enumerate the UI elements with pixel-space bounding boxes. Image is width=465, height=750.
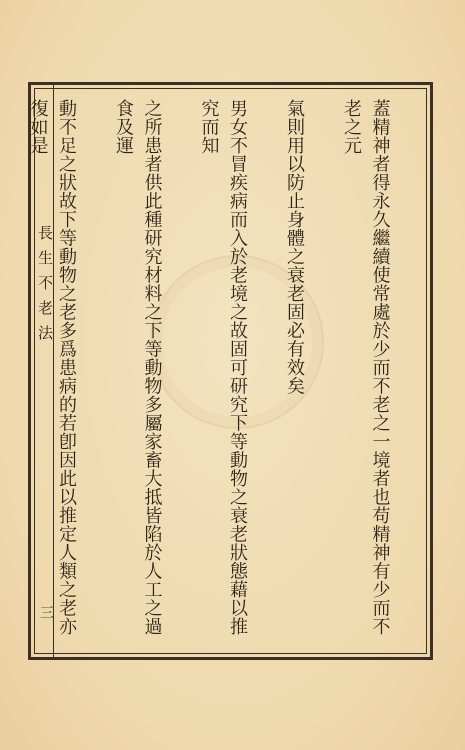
running-title: 長生不老法 xyxy=(36,225,54,350)
page-frame xyxy=(28,82,433,660)
text-column: 男女不冒疾病而入於老境之故固可研究下等動物之衰老狀態藉以推究而知 xyxy=(198,99,248,636)
page-number: 三 xyxy=(38,605,54,619)
text-column: 蓋精神者得永久繼續使常處於少而不老之一境者也苟精神有少而不老之元 xyxy=(341,99,391,636)
text-column: 之所患者供此種研究材料之下等動物多屬家畜大抵皆陷於人工之過食及運 xyxy=(113,99,163,636)
text-column: 氣則用以防止身體之衰老固必有效矣 xyxy=(284,99,305,395)
text-column: 動不足之狀故下等動物之老多爲患病的若卽因此以推定人類之老亦復如是 xyxy=(27,99,77,636)
